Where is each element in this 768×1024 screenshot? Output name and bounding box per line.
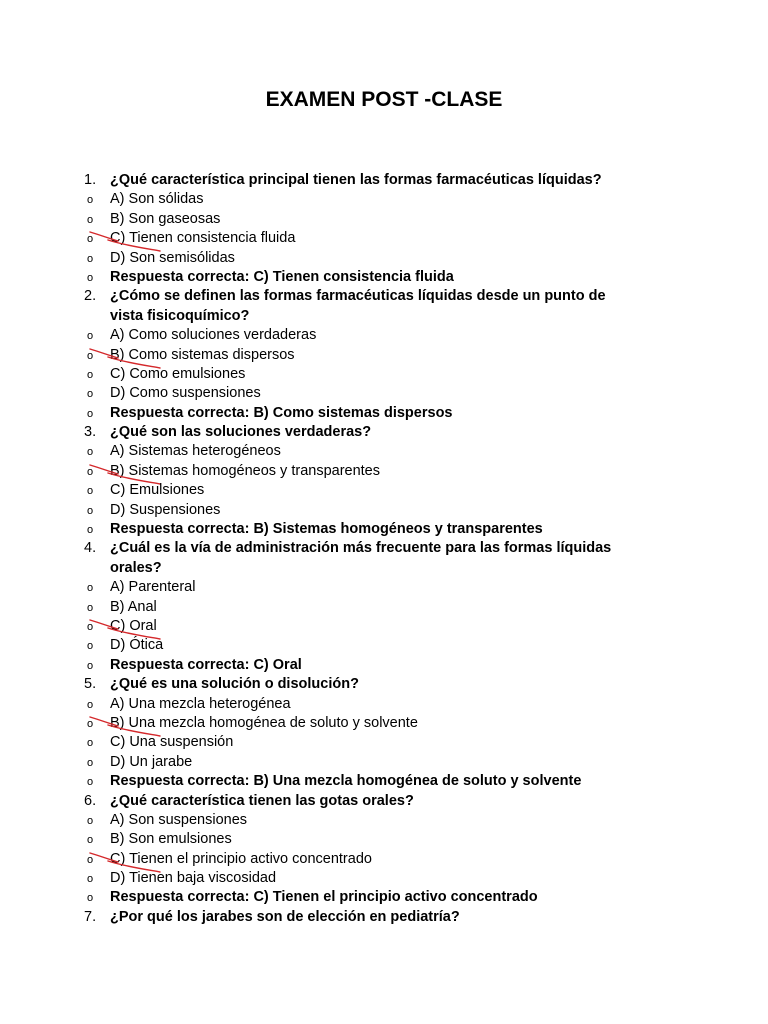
option-text: C) Como emulsiones [110, 365, 246, 382]
option-text: B) Anal [110, 598, 157, 615]
option-text: D) Suspensiones [110, 501, 221, 518]
bullet-icon: o [87, 698, 94, 711]
option-text: B) Como sistemas dispersos [110, 346, 295, 363]
question-number: 6. [84, 792, 97, 809]
option-c [0, 365, 768, 384]
correct-answer [0, 772, 768, 791]
bullet-icon: o [87, 756, 94, 769]
bullet-icon: o [87, 776, 94, 789]
option-a [0, 811, 768, 830]
correct-answer [0, 888, 768, 907]
bullet-icon: o [87, 349, 94, 362]
question-2 [0, 287, 768, 423]
question-line-continued [0, 559, 768, 578]
question-4 [0, 539, 768, 675]
bullet-icon: o [87, 388, 94, 401]
question-line [0, 171, 768, 190]
question-text: ¿Qué es una solución o disolución? [110, 676, 359, 693]
option-c [0, 481, 768, 500]
option-text: D) Tienen baja viscosidad [110, 870, 277, 887]
question-number: 1. [84, 172, 97, 188]
correct-answer-text: Respuesta correcta: B) Sistemas homogéneos y transparentes [110, 521, 543, 538]
option-a [0, 442, 768, 461]
bullet-icon: o [87, 717, 94, 730]
option-text: D) Ótica [110, 637, 164, 654]
option-text: B) Sistemas homogéneos y transparentes [110, 462, 380, 479]
bullet-icon: o [87, 485, 94, 498]
bullet-icon: o [87, 504, 94, 517]
option-d [0, 869, 768, 888]
bullet-icon: o [87, 252, 94, 265]
option-text: C) Oral [110, 617, 157, 634]
question-7 [0, 908, 768, 927]
question-number: 3. [84, 424, 97, 441]
option-b [0, 462, 768, 481]
bullet-icon: o [87, 524, 94, 537]
option-text: C) Tienen el principio activo concentrado [110, 850, 372, 867]
bullet-icon: o [87, 873, 94, 886]
option-b [0, 714, 768, 733]
option-text: D) Un jarabe [110, 753, 193, 770]
question-line [0, 423, 768, 442]
option-text: A) Como soluciones verdaderas [110, 327, 317, 344]
bullet-icon: o [87, 620, 94, 633]
option-d [0, 249, 768, 268]
option-text: C) Tienen consistencia fluida [110, 230, 296, 247]
option-c [0, 617, 768, 636]
bullet-icon: o [87, 407, 94, 420]
bullet-icon: o [87, 659, 94, 672]
option-d [0, 384, 768, 403]
question-text: ¿Cómo se definen las formas farmacéuticas líquidas desde un punto de [110, 288, 606, 305]
question-list [0, 171, 768, 927]
question-5 [0, 675, 768, 791]
option-a [0, 326, 768, 345]
question-line [0, 908, 768, 927]
question-number: 7. [84, 908, 97, 925]
bullet-icon: o [87, 640, 94, 653]
option-c [0, 229, 768, 248]
bullet-icon: o [87, 465, 94, 478]
option-text: B) Son gaseosas [110, 210, 221, 227]
bullet-icon: o [87, 194, 94, 207]
correct-answer [0, 404, 768, 423]
question-text: ¿Qué son las soluciones verdaderas? [110, 424, 372, 441]
option-text: A) Son sólidas [110, 191, 204, 208]
option-d [0, 501, 768, 520]
bullet-icon: o [87, 233, 94, 246]
option-b [0, 598, 768, 617]
option-text: A) Una mezcla heterogénea [110, 695, 291, 712]
correct-answer [0, 520, 768, 539]
question-text: ¿Por qué los jarabes son de elección en pediatría? [110, 908, 460, 925]
question-number: 4. [84, 540, 97, 557]
option-c [0, 733, 768, 752]
option-b [0, 830, 768, 849]
question-1 [0, 171, 768, 287]
question-6 [0, 792, 768, 908]
question-3 [0, 423, 768, 539]
question-line [0, 539, 768, 558]
question-number: 5. [84, 676, 97, 693]
option-c [0, 850, 768, 869]
option-a [0, 190, 768, 209]
bullet-icon: o [87, 271, 94, 284]
question-text: ¿Cuál es la vía de administración más frecuente para las formas líquidas [110, 540, 612, 557]
correct-answer-text: Respuesta correcta: C) Tienen el principio activo concentrado [110, 889, 538, 906]
question-text: ¿Qué característica tienen las gotas orales? [110, 792, 414, 809]
correct-answer-text: Respuesta correcta: C) Oral [110, 656, 302, 673]
bullet-icon: o [87, 834, 94, 847]
option-text: C) Emulsiones [110, 482, 205, 499]
option-text: A) Parenteral [110, 579, 196, 596]
bullet-icon: o [87, 213, 94, 226]
bullet-icon: o [87, 582, 94, 595]
bullet-icon: o [87, 892, 94, 905]
option-text: A) Sistemas heterogéneos [110, 443, 281, 460]
option-b [0, 346, 768, 365]
option-text: B) Una mezcla homogénea de soluto y solvente [110, 714, 418, 731]
option-text: A) Son suspensiones [110, 811, 248, 828]
option-d [0, 753, 768, 772]
option-a [0, 695, 768, 714]
option-b [0, 210, 768, 229]
bullet-icon: o [87, 737, 94, 750]
question-line [0, 675, 768, 694]
correct-answer [0, 656, 768, 675]
option-text: C) Una suspensión [110, 734, 234, 751]
option-text: D) Son semisólidas [110, 249, 235, 266]
bullet-icon: o [87, 330, 94, 343]
bullet-icon: o [87, 601, 94, 614]
correct-answer-text: Respuesta correcta: C) Tienen consistencia fluida [110, 268, 454, 285]
question-line [0, 287, 768, 306]
option-text: B) Son emulsiones [110, 831, 232, 848]
bullet-icon: o [87, 446, 94, 459]
question-text: vista fisicoquímico? [110, 307, 250, 324]
correct-answer-text: Respuesta correcta: B) Una mezcla homogénea de soluto y solvente [110, 773, 582, 790]
correct-answer [0, 268, 768, 287]
question-line [0, 792, 768, 811]
bullet-icon: o [87, 853, 94, 866]
correct-answer-text: Respuesta correcta: B) Como sistemas dispersos [110, 404, 453, 421]
option-d [0, 636, 768, 655]
question-text: ¿Qué característica principal tienen las formas farmacéuticas líquidas? [110, 172, 602, 188]
question-text: orales? [110, 559, 162, 576]
option-a [0, 578, 768, 597]
question-number: 2. [84, 288, 97, 305]
question-line-continued [0, 307, 768, 326]
page-title: EXAMEN POST -CLASE [265, 88, 503, 111]
bullet-icon: o [87, 814, 94, 827]
bullet-icon: o [87, 368, 94, 381]
option-text: D) Como suspensiones [110, 385, 261, 402]
